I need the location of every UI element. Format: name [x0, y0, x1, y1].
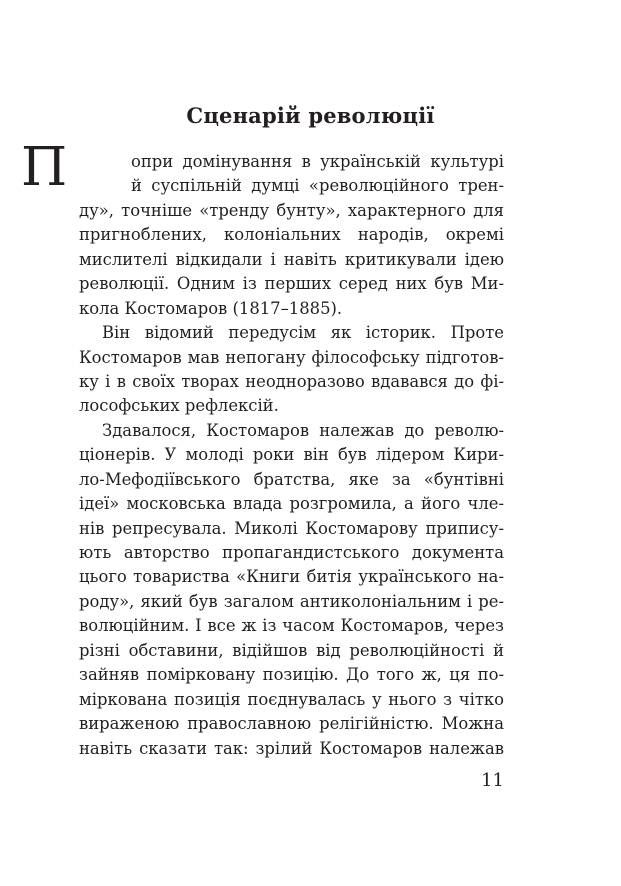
text-line: ідеї» московська влада розгромила, а його чле-: [79, 494, 504, 514]
text-line: міркована позиція поєднувалась у нього з чітко: [79, 689, 504, 709]
text-line: Здавалося, Костомаров належав до револю-: [102, 420, 504, 440]
drop-cap: П: [21, 137, 68, 198]
text-line: вираженою православною релігійністю. Можна: [79, 714, 504, 734]
text-line: нів репресувала. Миколі Костомарову припису-: [79, 518, 504, 538]
text-line: лософських рефлексій.: [79, 396, 279, 416]
text-line: зайняв поміркованy позицію. До того ж, ця по-: [79, 665, 504, 685]
text-line: ку і в своїх творах неодноразово вдавався до фі-: [79, 371, 504, 391]
text-line: ють авторство пропагандистського документа: [79, 543, 504, 562]
text-line: кола Костомаров (1817–1885).: [79, 298, 343, 318]
text-line: ду», точніше «тренду бунту», характерного для: [79, 200, 504, 220]
text-line: ло-Мефодіївського братства, яке за «бунтівні: [79, 469, 504, 489]
body-text: [79, 150, 504, 761]
text-line: Костомаров мав непогану філософську підготов-: [79, 347, 504, 367]
text-line: пригноблених, колоніальних народів, окремі: [79, 225, 504, 245]
text-line: цього товариства «Книги битія українського на-: [79, 567, 504, 587]
chapter-title: Сценарій революції: [186, 103, 435, 128]
text-line: опри домінування в українській культурі: [131, 152, 504, 171]
text-line: революції. Одним із перших серед них був Ми-: [79, 274, 504, 294]
text-line: ціонерів. У молоді роки він був лідером Кири-: [79, 445, 504, 465]
text-line: волюційним. І все ж із часом Костомаров, через: [79, 616, 504, 636]
text-line: й суспільній думці «революційного трен-: [131, 176, 504, 196]
text-line: роду», який був загалом антиколоніальним і ре-: [79, 591, 504, 611]
page-number: 11: [481, 770, 504, 791]
text-line: Він відомий передусім як історик. Проте: [102, 323, 504, 343]
text-line: різні обставини, відійшов від революційності й: [79, 640, 504, 660]
text-line: мислителі відкидали і навіть критикували ідею: [79, 249, 504, 269]
text-line: навіть сказати так: зрілий Костомаров належав: [79, 738, 504, 758]
